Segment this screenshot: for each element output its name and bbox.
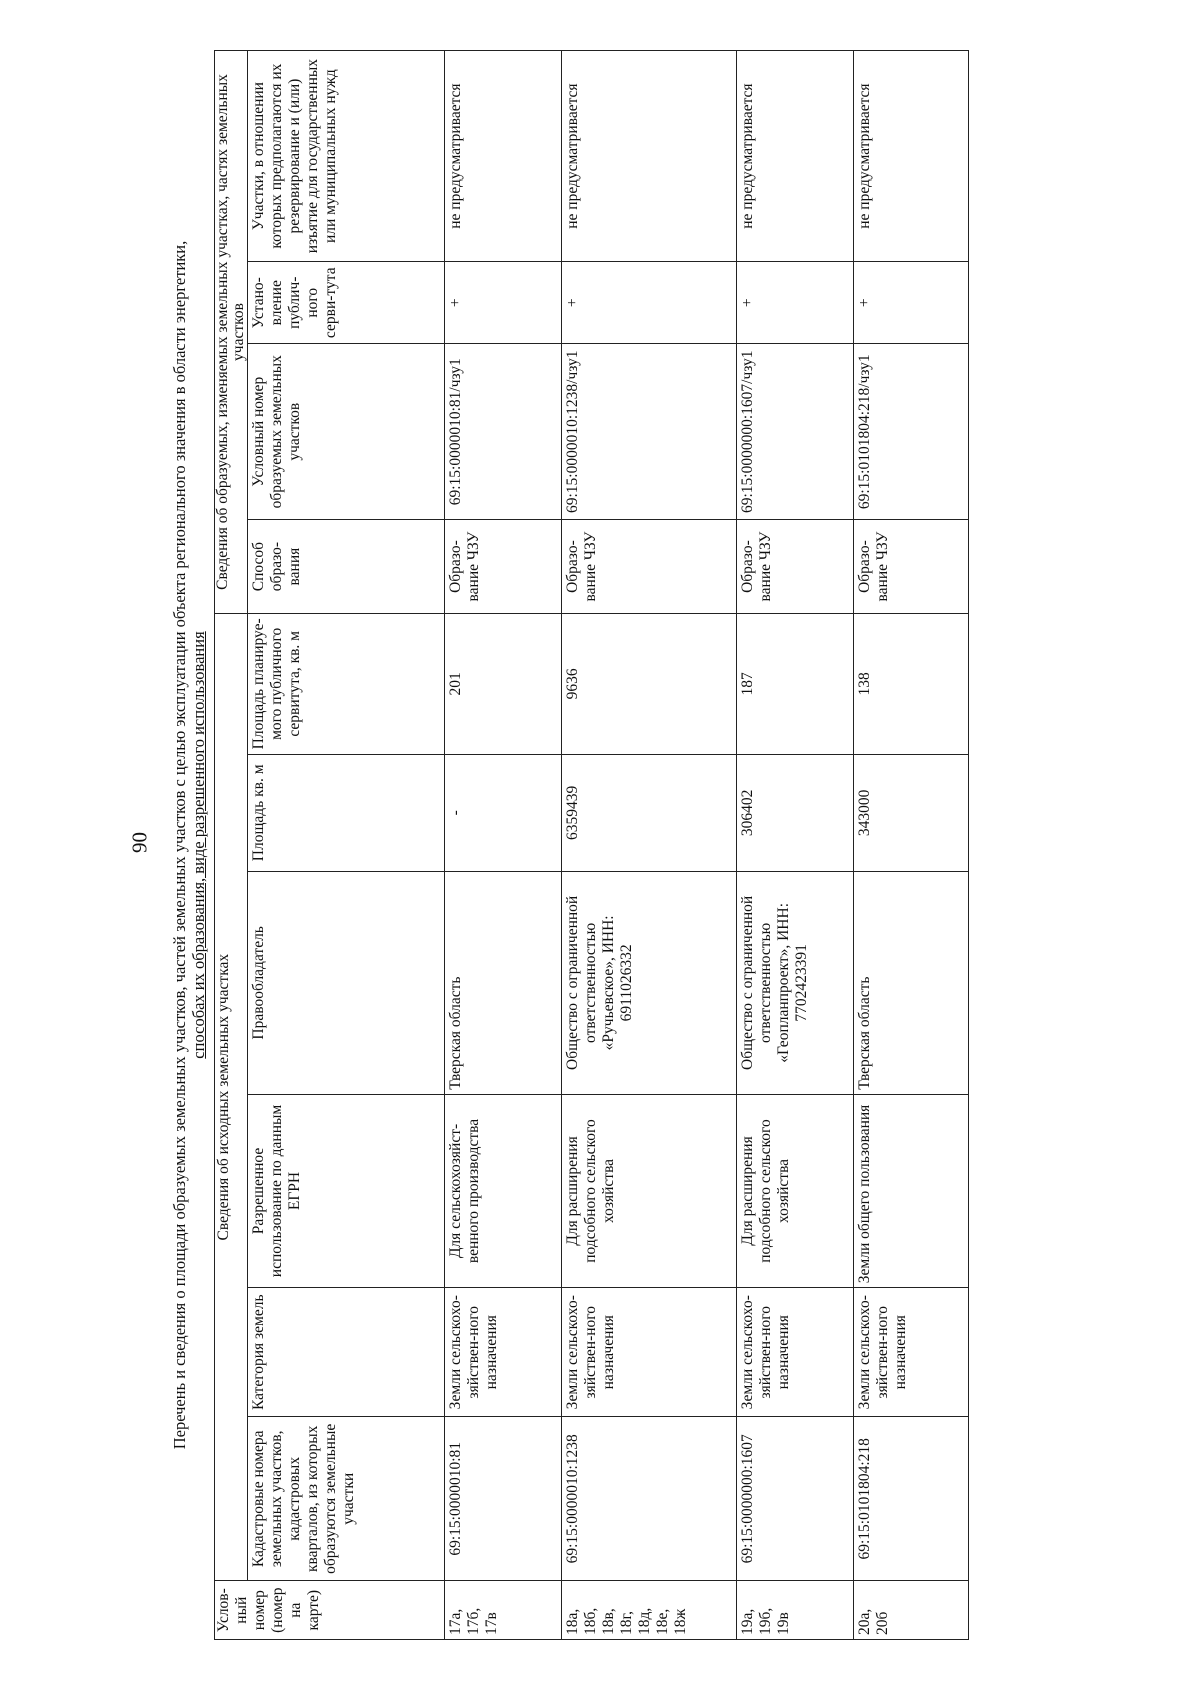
col-header-num: Услов-ный номер (номер на карте)	[215, 1581, 445, 1640]
cell-cadastral: 69:15:0000010:1238	[562, 1417, 737, 1581]
col-header-area: Площадь кв. м	[248, 754, 445, 871]
cell-category: Земли сельскохо-зяйствен-ного назначения	[854, 1288, 969, 1417]
cell-category: Земли сельскохо-зяйствен-ного назначения	[737, 1288, 854, 1417]
cell-servitude: +	[737, 262, 854, 344]
cell-reserve: не предусматривается	[737, 51, 854, 262]
cell-category: Земли сельскохо-зяйствен-ного назначения	[445, 1288, 562, 1417]
cell-servitude-area: 201	[445, 613, 562, 754]
cell-num: 18а, 18б, 18в, 18г, 18д, 18е, 18ж	[562, 1581, 737, 1640]
cell-servitude-area: 138	[854, 613, 969, 754]
table-row	[854, 51, 969, 1640]
cell-category: Земли сельскохо-зяйствен-ного назначения	[562, 1288, 737, 1417]
cell-cadastral: 69:15:0101804:218	[854, 1417, 969, 1581]
cell-area: -	[445, 754, 562, 871]
table-row	[445, 51, 562, 1640]
cell-num: 19а, 19б, 19в	[737, 1581, 854, 1640]
cell-cadastral: 69:15:0000010:81	[445, 1417, 562, 1581]
title-line-1: Перечень и сведения о площади образуемых земельных участков, частей земельных участков с целью эксплуатации объекта регионального значения в области энергетики,	[170, 240, 189, 1450]
cell-cadastral: 69:15:0000000:1607	[737, 1417, 854, 1581]
col-header-category: Категория земель	[248, 1288, 445, 1417]
cell-usage: Для расширения подсобного сельского хозяйства	[737, 1094, 854, 1287]
cell-usage: Земли общего пользования	[854, 1094, 969, 1287]
cell-cond-num: 69:15:0000010:1238/чзу1	[562, 344, 737, 520]
cell-usage: Для сельскохозяйст-венного производства	[445, 1094, 562, 1287]
cell-cond-num: 69:15:0101804:218/чзу1	[854, 344, 969, 520]
cell-cond-num: 69:15:0000010:81/чзу1	[445, 344, 562, 520]
cell-owner: Общество с ограниченной ответственностью «Ручьевское», ИНН: 6911026332	[562, 871, 737, 1094]
col-header-cadastral: Кадастровые номера земельных участков, кадастровых кварталов, из которых образуются земельные участки	[248, 1417, 445, 1581]
col-header-servitude: Устано-вление публич-ного серви-тута	[248, 262, 445, 344]
cell-area: 343000	[854, 754, 969, 871]
cell-servitude: +	[854, 262, 969, 344]
cell-servitude-area: 9636	[562, 613, 737, 754]
cell-cond-num: 69:15:0000000:1607/чзу1	[737, 344, 854, 520]
cell-owner: Тверская область	[854, 871, 969, 1094]
page-number: 90	[127, 832, 152, 853]
cell-owner: Тверская область	[445, 871, 562, 1094]
cell-method: Образо-вание ЧЗУ	[445, 520, 562, 614]
cell-area: 306402	[737, 754, 854, 871]
col-header-servitude-area: Площадь планируе-мого публичного сервитута, кв. м	[248, 613, 445, 754]
col-header-cond-num: Условный номер образуемых земельных участков	[248, 344, 445, 520]
table-row	[737, 51, 854, 1640]
cell-method: Образо-вание ЧЗУ	[854, 520, 969, 614]
group-header-source: Сведения об исходных земельных участках	[215, 613, 248, 1580]
col-header-owner: Правообладатель	[248, 871, 445, 1094]
col-header-method: Способ образо-вания	[248, 520, 445, 614]
group-header-formed: Сведения об образуемых, изменяемых земельных участках, частях земельных участков	[215, 51, 248, 614]
cell-method: Образо-вание ЧЗУ	[562, 520, 737, 614]
col-header-reserve: Участки, в отношении которых предполагаются их резервирование и (или) изъятие для государственных или муниципальных нужд	[248, 51, 445, 262]
cell-reserve: не предусматривается	[445, 51, 562, 262]
rotated-sheet	[170, 50, 1095, 1640]
title-line-2: способах их образования, виде разрешенного использования	[189, 631, 208, 1059]
cell-owner: Общество с ограниченной ответственностью «Геопланпроект», ИНН: 7702423391	[737, 871, 854, 1094]
cell-servitude: +	[562, 262, 737, 344]
cell-usage: Для расширения подсобного сельского хозяйства	[562, 1094, 737, 1287]
column-header-row	[248, 51, 445, 1640]
cell-servitude-area: 187	[737, 613, 854, 754]
cell-reserve: не предусматривается	[562, 51, 737, 262]
cell-num: 17а, 17б, 17в	[445, 1581, 562, 1640]
land-plots-table	[214, 50, 969, 1640]
table-row	[562, 51, 737, 1640]
cell-area: 6359439	[562, 754, 737, 871]
cell-servitude: +	[445, 262, 562, 344]
cell-method: Образо-вание ЧЗУ	[737, 520, 854, 614]
group-header-row	[215, 51, 248, 1640]
col-header-usage: Разрешенное использование по данным ЕГРН	[248, 1094, 445, 1287]
cell-reserve: не предусматривается	[854, 51, 969, 262]
cell-num: 20а, 20б	[854, 1581, 969, 1640]
